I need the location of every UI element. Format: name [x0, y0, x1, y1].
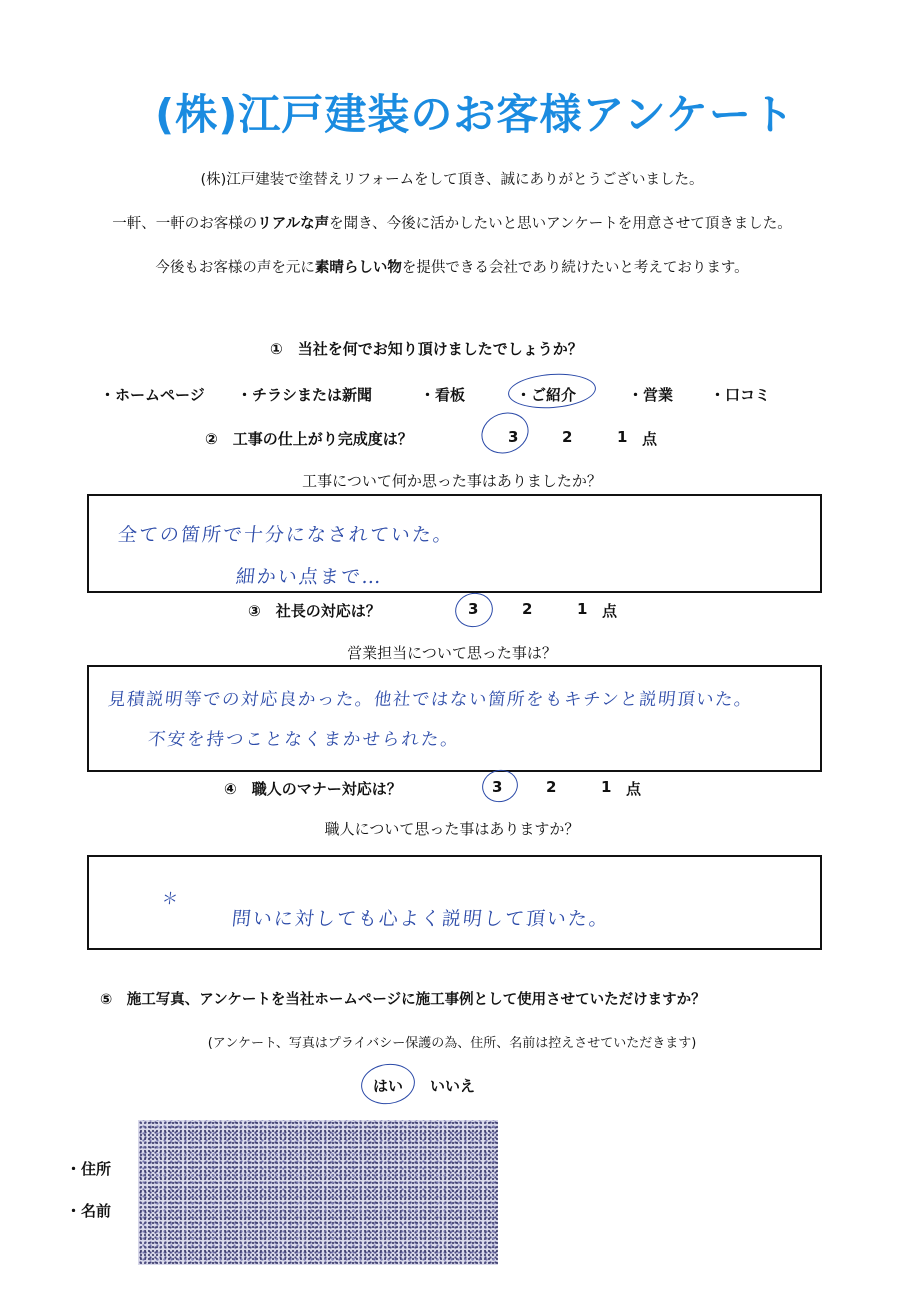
- q5-label: ⑤ 施工写真、アンケートを当社ホームページに施工事例として使用させていただけますか？: [100, 992, 706, 1008]
- q4-score-2[interactable]: 2: [546, 778, 557, 796]
- q4-answer-mark: ＊: [160, 889, 181, 908]
- q4-answer-box[interactable]: [87, 855, 822, 950]
- q1-option-signboard[interactable]: ・看板: [420, 386, 466, 404]
- q3-selection-circle: [451, 589, 497, 632]
- q3-score-2[interactable]: 2: [522, 600, 533, 618]
- q4-prompt: 職人について思った事はありますか？: [324, 820, 580, 838]
- intro-line-2: 一軒、一軒のお客様のリアルな声を聞き、今後に活かしたいと思いアンケートを用意させて頂きました。: [112, 216, 792, 232]
- q4-score-3[interactable]: 3: [492, 778, 503, 796]
- q1-option-word-of-mouth[interactable]: ・口コミ: [710, 386, 771, 404]
- q4-score-1[interactable]: 1: [601, 778, 612, 796]
- q1-option-flyer[interactable]: ・チラシまたは新聞: [237, 386, 373, 404]
- q1-option-referral[interactable]: ・ご紹介: [516, 386, 577, 404]
- q3-points-unit: 点: [602, 602, 618, 620]
- q2-prompt: 工事について何か思った事はありましたか？: [302, 472, 602, 490]
- q4-points-unit: 点: [626, 780, 642, 798]
- q2-label: ② 工事の仕上がり完成度は？: [205, 430, 413, 448]
- q2-score-1[interactable]: 1: [617, 428, 628, 446]
- q3-score-1[interactable]: 1: [577, 600, 588, 618]
- q5-privacy-note: (アンケート、写真はプライバシー保護の為、住所、名前は控えさせていただきます): [207, 1036, 697, 1051]
- q3-score-3[interactable]: 3: [468, 600, 479, 618]
- survey-title: (株)江戸建装のお客様アンケート: [155, 90, 795, 139]
- q4-answer-line-1: 問いに対しても心よく説明して頂いた。: [230, 908, 612, 930]
- intro-line-1: (株)江戸建装で塗替えリフォームをして頂き、誠にありがとうございました。: [200, 172, 704, 188]
- q4-label: ④ 職人のマナー対応は？: [224, 780, 402, 798]
- q2-answer-line-2: 細かい点まで…: [234, 566, 385, 588]
- q1-label: ① 当社を何でお知り頂けましたでしょうか？: [270, 340, 583, 358]
- q2-answer-line-1: 全ての箇所で十分になされていた。: [116, 524, 456, 546]
- q5-selection-circle: [358, 1060, 417, 1107]
- q5-option-yes[interactable]: はい: [373, 1077, 404, 1095]
- q3-answer-line-1: 見積説明等での対応良かった。他社ではない箇所をもキチンと説明頂いた。: [106, 690, 755, 710]
- q1-option-homepage[interactable]: ・ホームページ: [100, 386, 205, 404]
- q1-selection-circle: [507, 371, 597, 411]
- q3-answer-line-2: 不安を持つことなくまかせられた。: [146, 730, 461, 750]
- q2-score-3[interactable]: 3: [508, 428, 519, 446]
- q3-answer-box[interactable]: [87, 665, 822, 772]
- name-label: ・名前: [66, 1202, 112, 1220]
- q3-prompt: 営業担当について思った事は？: [347, 644, 557, 662]
- q5-option-no[interactable]: いいえ: [430, 1077, 476, 1095]
- q2-selection-circle: [476, 406, 535, 460]
- q2-points-unit: 点: [642, 430, 658, 448]
- q3-label: ③ 社長の対応は？: [248, 602, 381, 620]
- address-label: ・住所: [66, 1160, 112, 1178]
- intro-line-3: 今後もお客様の声を元に素晴らしい物を提供できる会社であり続けたいと考えております。: [155, 260, 749, 276]
- q2-score-2[interactable]: 2: [562, 428, 573, 446]
- q1-option-sales[interactable]: ・営業: [628, 386, 674, 404]
- redacted-personal-info: [138, 1120, 498, 1265]
